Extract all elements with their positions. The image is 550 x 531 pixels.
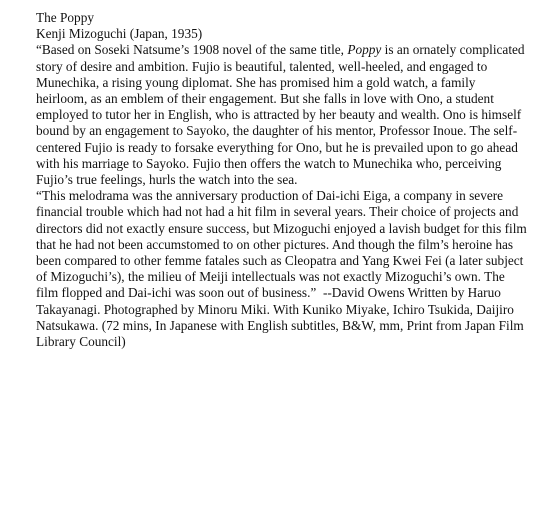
commentary-quote: “This melodrama was the anniversary production of Dai-ichi Eiga, a company in severe financial trouble which had not had a hit film in several years. Their choice of projects and directors did not exactly ensure success, but Mizoguchi enjoyed a lavish budget for this film that he had not been accumstomed to on other pictures. And though the film’s heroine has been compared to other femme fatales such as Cleopatra and Yang Kwei Fei (a later subject of Mizoguchi’s), the milieu of Meiji intellectuals was not exactly Mizoguchi’s own. The film flopped and Dai-ichi was soon out of business.” bbox=[36, 188, 527, 301]
commentary-attribution: --David Owens bbox=[316, 285, 405, 301]
synopsis-italic-title: Poppy bbox=[347, 42, 382, 58]
director-year-line: Kenji Mizoguchi (Japan, 1935) bbox=[36, 26, 203, 42]
commentary-paragraph bbox=[36, 188, 530, 350]
synopsis-text-rest: is an ornately complicated story of desire and ambition. Fujio is beautiful, talented, well-heeled, and engaged to Munechika, a rising young diplomat. She has promised him a gold watch, a family heirloom, as an emblem of their engagement. But she falls in love with Ono, a student employed to tutor her in English, who is attracted by her beauty and wealth. Ono is himself bound by an engagement to Sayoko, the daughter of his mentor, Professor Inoue. The self-centered Fujio is ready to forsake everything for Ono, but he is prevailed upon to go ahead with his marriage to Sayoko. Fujio then offers the watch to Munechika who, perceiving Fujio’s true feelings, hurls the watch into the sea. bbox=[36, 42, 525, 188]
film-program-note bbox=[36, 10, 530, 350]
synopsis-paragraph bbox=[36, 42, 530, 188]
synopsis-text-start: “Based on Soseki Natsume’s 1908 novel of the same title, bbox=[36, 42, 348, 58]
film-title: The Poppy bbox=[36, 10, 94, 25]
credits-text: Written by Haruo Takayanagi. Photographed by Minoru Miki. With Kuniko Miyake, Ichiro Tsukida, Daijiro Natsukawa. (72 mins, In Japanese with English subtitles, B&W, mm, Print from Japan Film Library Council) bbox=[36, 285, 524, 350]
